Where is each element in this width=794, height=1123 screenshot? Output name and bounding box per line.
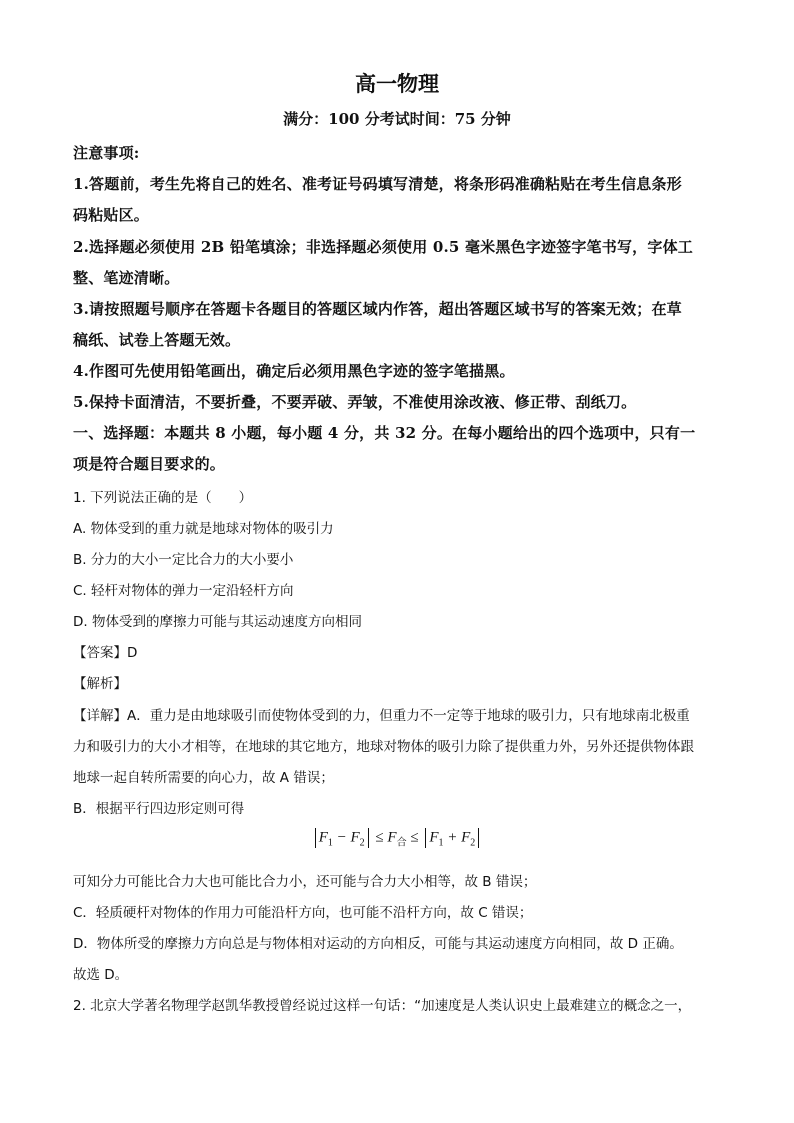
formula-operator: ≤ [406, 829, 423, 846]
note-line: 1.答题前，考生先将自己的姓名、准考证号码填写清楚，将条形码准确粘贴在考生信息条形 [73, 175, 682, 193]
abs-bar [425, 828, 426, 848]
note-line: 2.选择题必须使用 2B 铅笔填涂；非选择题必须使用 0.5 毫米黑色字迹签字笔书写，字体工 [73, 238, 693, 256]
explanation-line: 地球一起自转所需要的向心力，故 A 错误； [73, 770, 334, 786]
explanation-line: 可知分力可能比合力大也可能比合力小，还可能与合力大小相等，故 B 错误； [73, 874, 537, 890]
formula-subscript: 合 [396, 837, 407, 849]
explanation-line: C．轻质硬杆对物体的作用力可能沿杆方向，也可能不沿杆方向，故 C 错误； [73, 905, 533, 921]
abs-bar [368, 828, 369, 848]
explanation-line: B．根据平行四边形定则可得 [73, 801, 245, 817]
section-heading: 项是符合题目要求的。 [73, 455, 226, 473]
formula-subscript: 1 [438, 837, 444, 849]
formula-symbol: F [318, 829, 328, 846]
explanation-line: 力和吸引力的大小才相等，在地球的其它地方，地球对物体的吸引力除了提供重力外，另外还提供物体跟 [73, 739, 694, 755]
page-title: 高一物理 [355, 71, 439, 96]
notes-heading: 注意事项: [73, 144, 140, 162]
formula-symbol: F [429, 829, 439, 846]
section-heading: 一、选择题：本题共 8 小题，每小题 4 分，共 32 分。在每小题给出的四个选项中，只有一 [73, 424, 696, 442]
formula-subscript: 2 [359, 837, 365, 849]
explanation-line: D．物体所受的摩擦力方向总是与物体相对运动的方向相反，可能与其运动速度方向相同，故 D 正确。 [73, 936, 683, 952]
note-line: 整、笔迹清晰。 [73, 269, 180, 287]
note-line: 5.保持卡面清洁，不要折叠，不要弄破、弄皱，不准使用涂改液、修正带、刮纸刀。 [73, 393, 637, 411]
explanation-line: 【详解】A．重力是由地球吸引而使物体受到的力，但重力不一定等于地球的吸引力，只有地球南北极重 [73, 708, 690, 724]
option-c: C. 轻杆对物体的弹力一定沿轻杆方向 [73, 583, 294, 599]
formula-symbol: F [350, 829, 360, 846]
formula-subscript: 1 [327, 837, 333, 849]
note-line: 4.作图可先使用铅笔画出，确定后必须用黑色字迹的签字笔描黑。 [73, 362, 515, 380]
formula-operator: ≤ [371, 829, 388, 846]
abs-bar [478, 828, 479, 848]
question-stem: 2. 北京大学著名物理学赵凯华教授曾经说过这样一句话：“加速度是人类认识史上最难建立的概念之一， [73, 998, 692, 1014]
question-stem: 1. 下列说法正确的是（ ） [73, 490, 253, 506]
conclusion-line: 故选 D。 [73, 967, 129, 983]
formula-operator: + [443, 829, 462, 846]
formula-symbol: F [461, 829, 471, 846]
note-line: 码粘贴区。 [73, 206, 150, 224]
formula-operator: − [332, 829, 351, 846]
formula-symbol: F [387, 829, 397, 846]
note-line: 稿纸、试卷上答题无效。 [73, 331, 241, 349]
analysis-label: 【解析】 [73, 676, 127, 692]
abs-bar [315, 828, 316, 848]
answer-label: 【答案】D [73, 645, 138, 661]
option-d: D. 物体受到的摩擦力可能与其运动速度方向相同 [73, 614, 362, 630]
formula-subscript: 2 [470, 837, 476, 849]
option-a: A. 物体受到的重力就是地球对物体的吸引力 [73, 521, 334, 537]
inequality-formula [0, 828, 794, 848]
option-b: B. 分力的大小一定比合力的大小要小 [73, 552, 294, 568]
note-line: 3.请按照题号顺序在答题卡各题目的答题区域内作答，超出答题区域书写的答案无效；在草 [73, 300, 682, 318]
exam-subtitle: 满分：100 分考试时间：75 分钟 [283, 110, 511, 128]
